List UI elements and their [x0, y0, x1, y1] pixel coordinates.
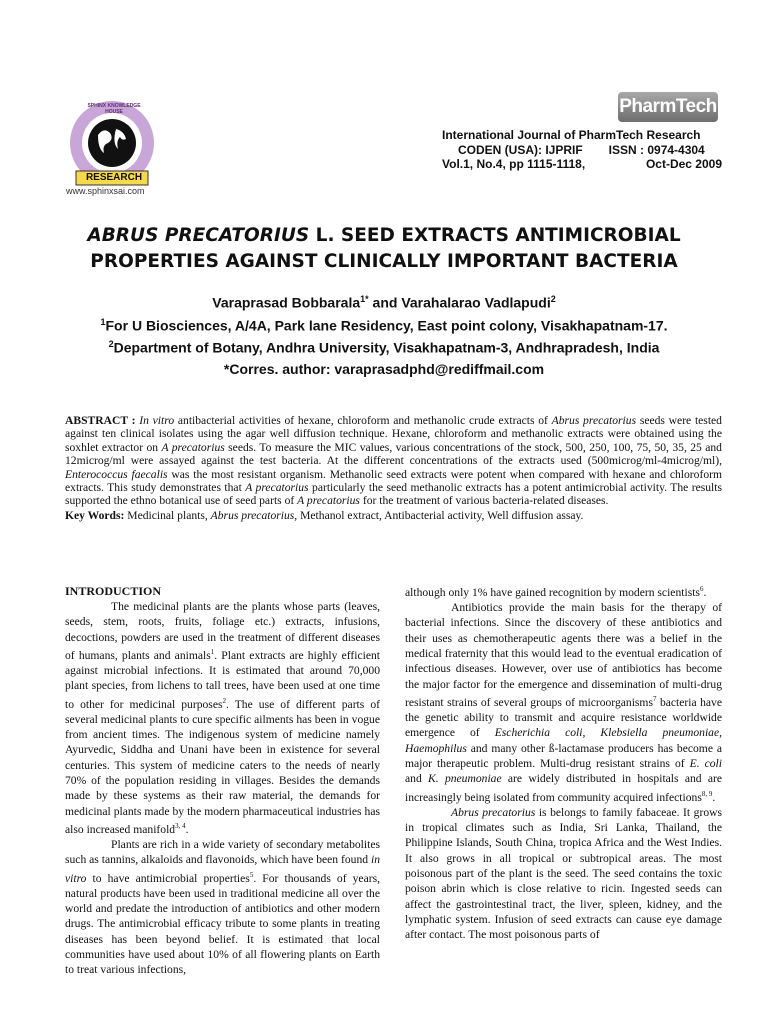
- p2c-sup: 5: [249, 870, 254, 879]
- abstract-s6: seeds. To measure the MIC values, various concentrations of the stock, 500, 250, 100, 75, 50, 35, 25 and 12microg/ml were assayed against the test bacteria. At the different concentrations of the extracts used (500microg/ml-4microg/ml),: [65, 440, 722, 468]
- p2b: in vitro: [65, 853, 380, 885]
- title-line2: PROPERTIES AGAINST CLINICALLY IMPORTANT BACTERIA: [90, 251, 678, 272]
- affiliation-1: [40, 313, 728, 336]
- r2h-sup: 8, 9: [701, 789, 713, 798]
- journal-volume: Vol.1, No.4, pp 1115-1118,: [442, 157, 586, 171]
- p2d: . For thousands of years, natural products have been used in traditional medicine all over the world and predate the introduction of antibiotics and other modern drugs. The antimicrobial efficacy tribute to some plants in treating diseases has been beyond belief. It is estimated that local communities have used about 10% of all flowering plants on Earth to treat various infections,: [65, 871, 380, 977]
- kw-1: Medicinal plants,: [124, 508, 211, 522]
- abstract-i3: Abrus precatorius: [551, 414, 637, 427]
- p1d: .: [185, 822, 189, 836]
- kw-2: Abrus precatorius: [210, 508, 295, 522]
- intro-paragraph-1: [65, 599, 380, 837]
- aff-1-text: For U Biosciences, A/4A, Park lane Residency, East point colony, Visakhapatnam-17.: [105, 317, 668, 334]
- left-column: [65, 582, 380, 978]
- p1c: . The use of different parts of several medicinal plants to cure specific ailments has been in vogue from ancient times. The indigenous system of medicine namely Ayurvedic, Siddha and Unani have been in existence for several centuries. This system of medicine caters to the needs of nearly 70% of the population residing in villages. Besides the demands made by these systems as their raw material, the demands for medicinal plants made by the modern pharmaceutical industries has also increased manifold: [65, 697, 380, 836]
- keywords-label: Key Words:: [65, 508, 125, 522]
- p1c-sup: 3, 4: [175, 821, 186, 830]
- journal-name: International Journal of PharmTech Research: [442, 128, 701, 142]
- abstract-i1: In vitro: [139, 414, 175, 427]
- r1a-sup: 6: [699, 585, 704, 593]
- r1a: although only 1% have gained recognition by modern scientists: [405, 585, 700, 599]
- p2a: Plants are rich in a wide variety of secondary metabolites such as tannins, alkaloids and flavonoids, which have been found: [65, 838, 380, 867]
- intro-paragraph-2: [65, 837, 380, 978]
- r2g: K. pneumoniae: [428, 772, 502, 786]
- abstract-i5: A precatorius: [161, 440, 225, 454]
- author-and: and: [368, 294, 402, 311]
- abstract: [65, 414, 722, 522]
- title-line1: L. SEED EXTRACTS ANTIMICROBIAL: [309, 225, 681, 246]
- r2c: Escherichia coli, Klebsiella pneumoniae, Haemophilus: [405, 726, 723, 755]
- affiliation-2: [40, 335, 728, 358]
- p1b: . Plant extracts are highly efficient against microbial infections. It is estimated that around 70,000 plant species, from lichens to tall trees, have been used at one time to other for medicinal purposes: [65, 648, 380, 711]
- r2d: and many other ß-lactamase producers has become a major therapeutic problem. Multi-drug resistant strains of: [405, 741, 722, 770]
- author-1-sup: 1*: [360, 294, 369, 304]
- aff-2-text: Department of Botany, Andhra University, Visakhapatnam-3, Andhrapradesh, India: [113, 339, 660, 356]
- abstract-i7: Enterococcus faecalis: [65, 467, 168, 481]
- author-line: [40, 290, 728, 313]
- abstract-body: [65, 414, 722, 508]
- paper-title: [40, 223, 728, 275]
- journal-info: [442, 128, 722, 172]
- author-1: Varaprasad Bobbarala: [212, 294, 361, 311]
- r2i: .: [712, 790, 716, 804]
- r2a-sup: 7: [652, 694, 657, 703]
- r1b: .: [703, 585, 707, 599]
- right-column: [405, 582, 722, 942]
- abstract-s10: particularly the seed methanolic extracts has a potent antimicrobial activity. The results supported the ethno botanical use of seed parts of: [65, 481, 722, 508]
- p2c: to have antimicrobial properties: [86, 871, 250, 885]
- pharmtech-logo: PharmTech: [618, 92, 718, 122]
- intro-paragraph-5: [405, 805, 722, 943]
- keywords: [65, 509, 722, 522]
- journal-coden: CODEN (USA): IJPRIF: [458, 142, 583, 157]
- p1a-sup: 1: [210, 647, 215, 656]
- r3b: is belongs to family fabaceae. It grows in tropical climates such as India, Sri Lanka, Thailand, the Philippine Islands, South China, tropica Africa and the West Indies. It also grows in all tropical or subtropical areas. The most poisonous part of the plant is the seed. The seed contains the toxic poison abrin which is close relative to ricin. Ingested seeds can affect the gastrointestinal tract, the liver, spleen, kidney, and the lymphatic system. Infusion of seed extracts can cause eye damage after contact. The most poisonous parts of: [405, 805, 723, 942]
- kw-3: , Methanol extract, Antibacterial activity, Well diffusion assay.: [294, 508, 584, 522]
- p1b-sup: 2: [222, 696, 226, 705]
- abstract-i9: A precatorius: [245, 481, 309, 495]
- abstract-s12: for the treatment of various bacteria-related diseases.: [359, 494, 609, 508]
- p1a: The medicinal plants are the plants whose parts (leaves, seeds, stem, roots, fruits, foliage etc.) extracts, infusions, decoctions, powders are used in the treatment of different diseases of humans, plants and animals: [65, 600, 380, 662]
- r2a: Antibiotics provide the main basis for the therapy of bacterial infections. Since the discovery of these antibiotics and their uses as chemotherapeutic agents there was a belief in the medical fraternity that this would lead to the eventual eradication of infectious diseases. However, over use of antibiotics has become the major factor for the emergence and dissemination of multi-drug resistant strains of several groups of microorganisms: [405, 601, 722, 709]
- abstract-s4: seeds were tested against ten clinical isolates using the agar well diffusion technique. Hexane, chloroform and methanolic extracts were obtained using the soxhlet extractor on: [65, 414, 722, 454]
- seal-banner: RESEARCH: [85, 172, 143, 183]
- r2f: and: [405, 772, 429, 786]
- abstract-s2: antibacterial activities of hexane, chloroform and methanolic crude extracts of: [174, 414, 552, 427]
- section-heading-introduction: INTRODUCTION: [65, 584, 162, 598]
- seal-ring-text: SPHINX KNOWLEDGE HOUSE: [87, 103, 141, 115]
- abstract-s8: was the most resistant organism. Methanolic seed extracts were potent when compared with hexane and chloroform extracts. This study demonstrates that: [65, 467, 722, 495]
- abstract-label: ABSTRACT :: [65, 414, 140, 427]
- author-block: [40, 290, 728, 358]
- seal-url[interactable]: www.sphinxsai.com: [66, 186, 145, 196]
- r2h: are widely distributed in hospitals and are increasingly being isolated from community acquired infections: [405, 772, 722, 804]
- title-species: ABRUS PRECATORIUS: [87, 225, 310, 246]
- abstract-i11: A precatorius: [297, 494, 360, 508]
- journal-date: Oct-Dec 2009: [645, 157, 722, 171]
- author-2-sup: 2: [550, 294, 556, 304]
- author-2: Varahalarao Vadlapudi: [401, 294, 551, 311]
- r2e: E. coli: [689, 756, 723, 770]
- intro-paragraph-3: [405, 582, 722, 600]
- aff-2-sup: 2: [108, 339, 114, 350]
- journal-issn: ISSN : 0974-4304: [608, 142, 705, 157]
- r3a: Abrus precatorius: [451, 805, 536, 819]
- aff-1-sup: 1: [100, 316, 106, 327]
- intro-paragraph-4: [405, 600, 722, 805]
- r2b: bacteria have the genetic ability to transmit and acquire resistance worldwide emergence of: [405, 695, 722, 740]
- corresponding-author[interactable]: *Corres. author: varaprasadphd@rediffmail.com: [223, 361, 545, 377]
